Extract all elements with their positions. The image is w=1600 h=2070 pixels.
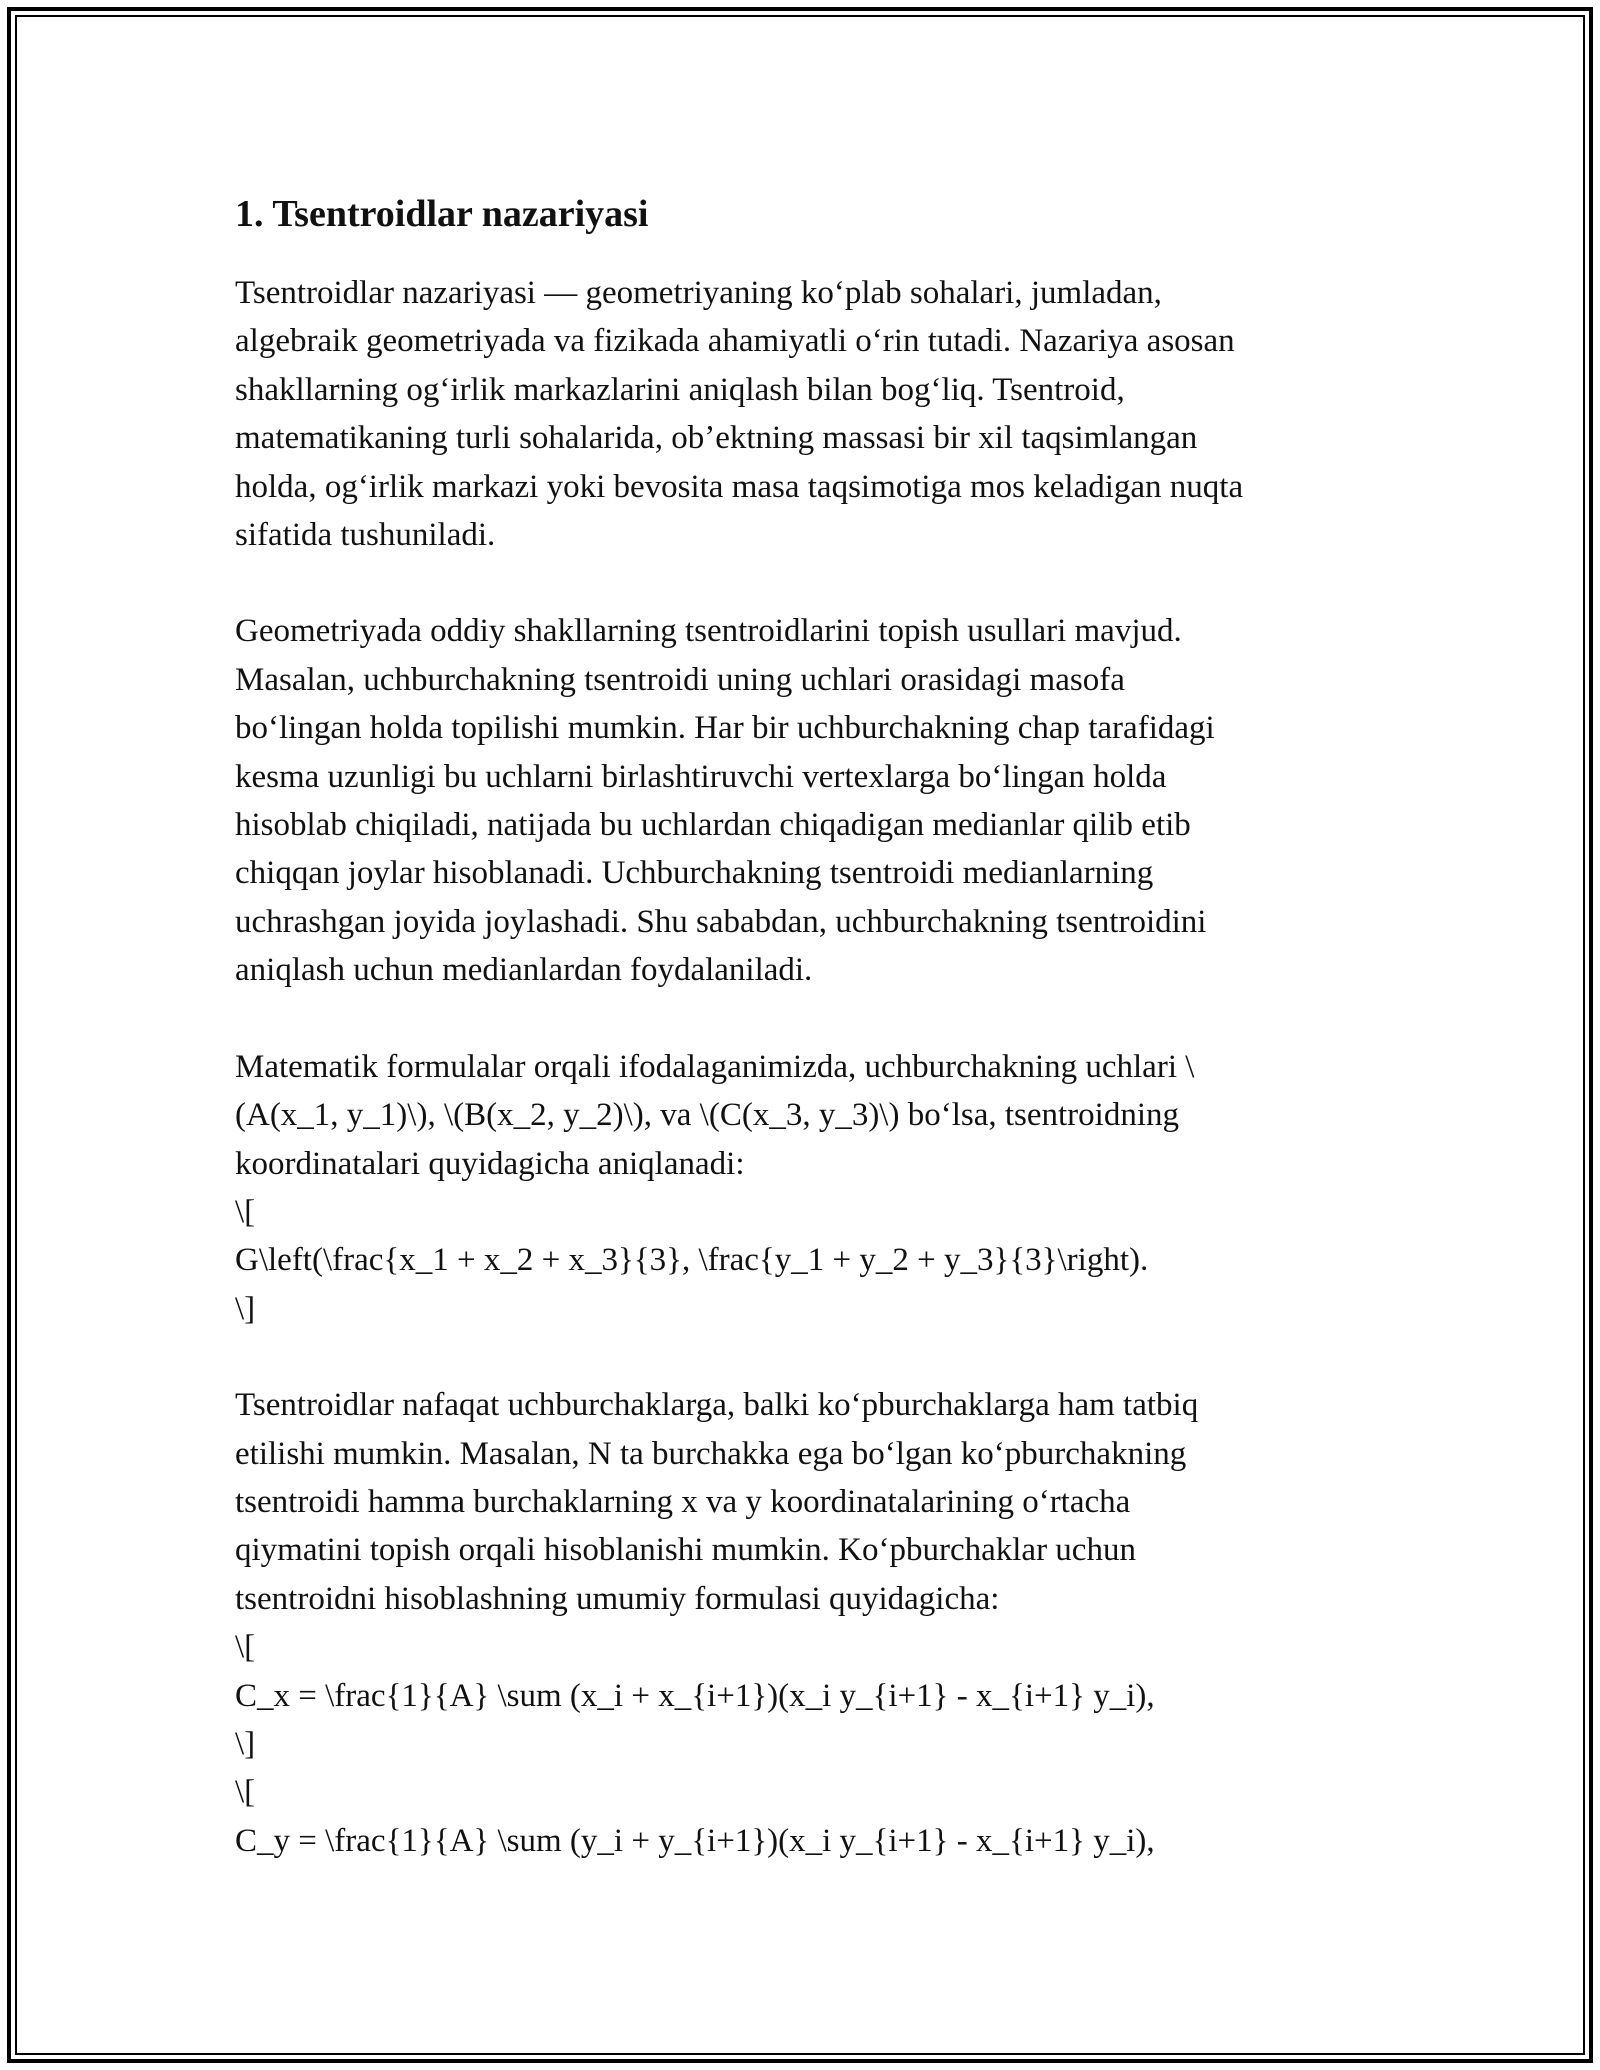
document-body [235, 186, 1385, 1865]
paragraph-spacer [235, 559, 1385, 607]
paragraph-triangle-centroid: Geometriyada oddiy shakllarning tsentroidlarini topish usullari mavjud. Masalan, uchburchakning tsentroidi uning uchlari orasidagi masofa boʻlingan holda topilishi mumkin. Har bir uchburchakning chap tarafidagi kesma uzunligi bu uchlarni birlashtiruvchi vertexlarga boʻlingan holda hisoblab chiqiladi, natijada bu uchlardan chiqadigan medianlar qilib etib chiqqan joylar hisoblanadi. Uchburchakning tsentroidi medianlarning uchrashgan joyida joylashadi. Shu sababdan, uchburchakning tsentroidini aniqlash uchun medianlardan foydalaniladi. [235, 613, 1215, 989]
paragraph-polygon-centroid: Tsentroidlar nafaqat uchburchaklarga, balki koʻpburchaklarga ham tatbiq etilishi mumkin. Masalan, N ta burchakka ega boʻlgan koʻpburchakning tsentroidi hamma burchaklarning x va y koordinatalarining oʻrtacha qiymatini topish orqali hisoblanishi mumkin. Koʻpburchaklar uchun tsentroidni hisoblashning umumiy formulasi quyidagicha: \[ C_x = \frac{1}{A} \sum (x_i + x_{i+1})(x_i y_{i+1} - x_{i+1} y_i), \] \[ C_y = \frac{1}{A} \sum (y_i + y_{i+1})(x_i y_{i+1} - x_{i+1} y_i), [235, 1387, 1199, 1859]
section-heading: 1. Tsentroidlar nazariyasi [235, 193, 649, 235]
paragraph-spacer [235, 1333, 1385, 1381]
paragraph-intro: Tsentroidlar nazariyasi — geometriyaning koʻplab sohalari, jumladan, algebraik geometriyada va fizikada ahamiyatli oʻrin tutadi. Nazariya asosan shakllarning ogʻirlik markazlarini aniqlash bilan bogʻliq. Tsentroid, matematikaning turli sohalarida, obʼektning massasi bir xil taqsimlangan holda, ogʻirlik markazi yoki bevosita masa taqsimotiga mos keladigan nuqta sifatida tushuniladi. [235, 275, 1244, 554]
paragraph-spacer [235, 995, 1385, 1043]
paragraph-centroid-formula: Matematik formulalar orqali ifodalaganimizda, uchburchakning uchlari \ (A(x_1, y_1)\), \(B(x_2, y_2)\), va \(C(x_3, y_3)\) boʻlsa, tsentroidning koordinatalari quyidagicha aniqlanadi: \[ G\left(\frac{x_1 + x_2 + x_3}{3}, \frac{y_1 + y_2 + y_3}{3}\right). \] [235, 1048, 1195, 1327]
